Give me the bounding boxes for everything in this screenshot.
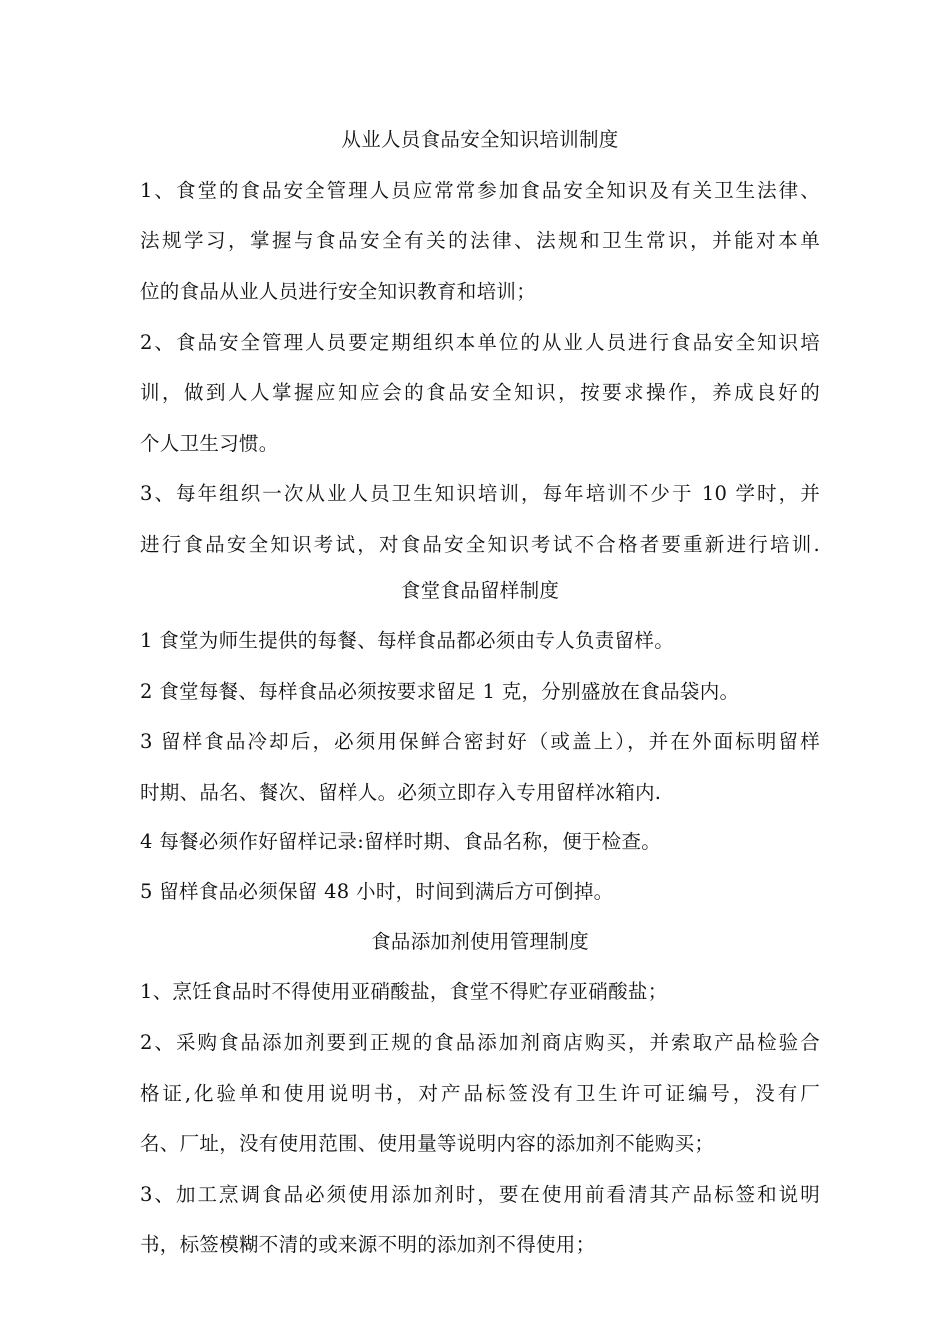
paragraph-line: 名、厂址，没有使用范围、使用量等说明内容的添加剂不能购买； [140, 1132, 715, 1155]
paragraph-line: 3 留样食品冷却后，必须用保鲜合密封好（或盖上），并在外面标明留样 [140, 730, 820, 753]
paragraph-line: 2、食品安全管理人员要定期组织本单位的从业人员进行食品安全知识培 [140, 331, 820, 354]
section-title: 从业人员食品安全知识培训制度 [341, 128, 619, 151]
paragraph-line: 3、加工烹调食品必须使用添加剂时，要在使用前看清其产品标签和说明 [140, 1183, 820, 1206]
paragraph-line: 格证,化验单和使用说明书，对产品标签没有卫生许可证编号，没有厂 [140, 1082, 820, 1105]
paragraph-line: 进行食品安全知识考试，对食品安全知识考试不合格者要重新进行培训. [140, 533, 820, 556]
section-title: 食品添加剂使用管理制度 [371, 930, 589, 953]
paragraph-line: 时期、品名、餐次、留样人。必须立即存入专用留样冰箱内. [140, 781, 662, 804]
paragraph-line: 5 留样食品必须保留 48 小时，时间到满后方可倒掉。 [140, 880, 614, 903]
paragraph-line: 1、食堂的食品安全管理人员应常常参加食品安全知识及有关卫生法律、 [140, 179, 820, 202]
paragraph-line: 1、烹饪食品时不得使用亚硝酸盐，食堂不得贮存亚硝酸盐； [140, 980, 668, 1003]
section-title: 食堂食品留样制度 [400, 579, 560, 602]
paragraph-line: 4 每餐必须作好留样记录:留样时期、食品名称，便于检查。 [140, 830, 662, 853]
paragraph-line: 训，做到人人掌握应知应会的食品安全知识，按要求操作，养成良好的 [140, 381, 820, 404]
paragraph-line: 1 食堂为师生提供的每餐、每样食品都必须由专人负责留样。 [140, 629, 675, 652]
paragraph-line: 个人卫生习惯。 [140, 432, 279, 455]
paragraph-line: 2、采购食品添加剂要到正规的食品添加剂商店购买，并索取产品检验合 [140, 1031, 820, 1054]
paragraph-line: 书，标签模糊不清的或来源不明的添加剂不得使用； [140, 1233, 596, 1256]
paragraph-line: 位的食品从业人员进行安全知识教育和培训； [140, 280, 537, 303]
paragraph-line: 法规学习，掌握与食品安全有关的法律、法规和卫生常识，并能对本单 [140, 229, 820, 252]
paragraph-line: 3、每年组织一次从业人员卫生知识培训，每年培训不少于 10 学时，并 [140, 482, 820, 505]
paragraph-line: 2 食堂每餐、每样食品必须按要求留足 1 克，分别盛放在食品袋内。 [140, 680, 740, 703]
